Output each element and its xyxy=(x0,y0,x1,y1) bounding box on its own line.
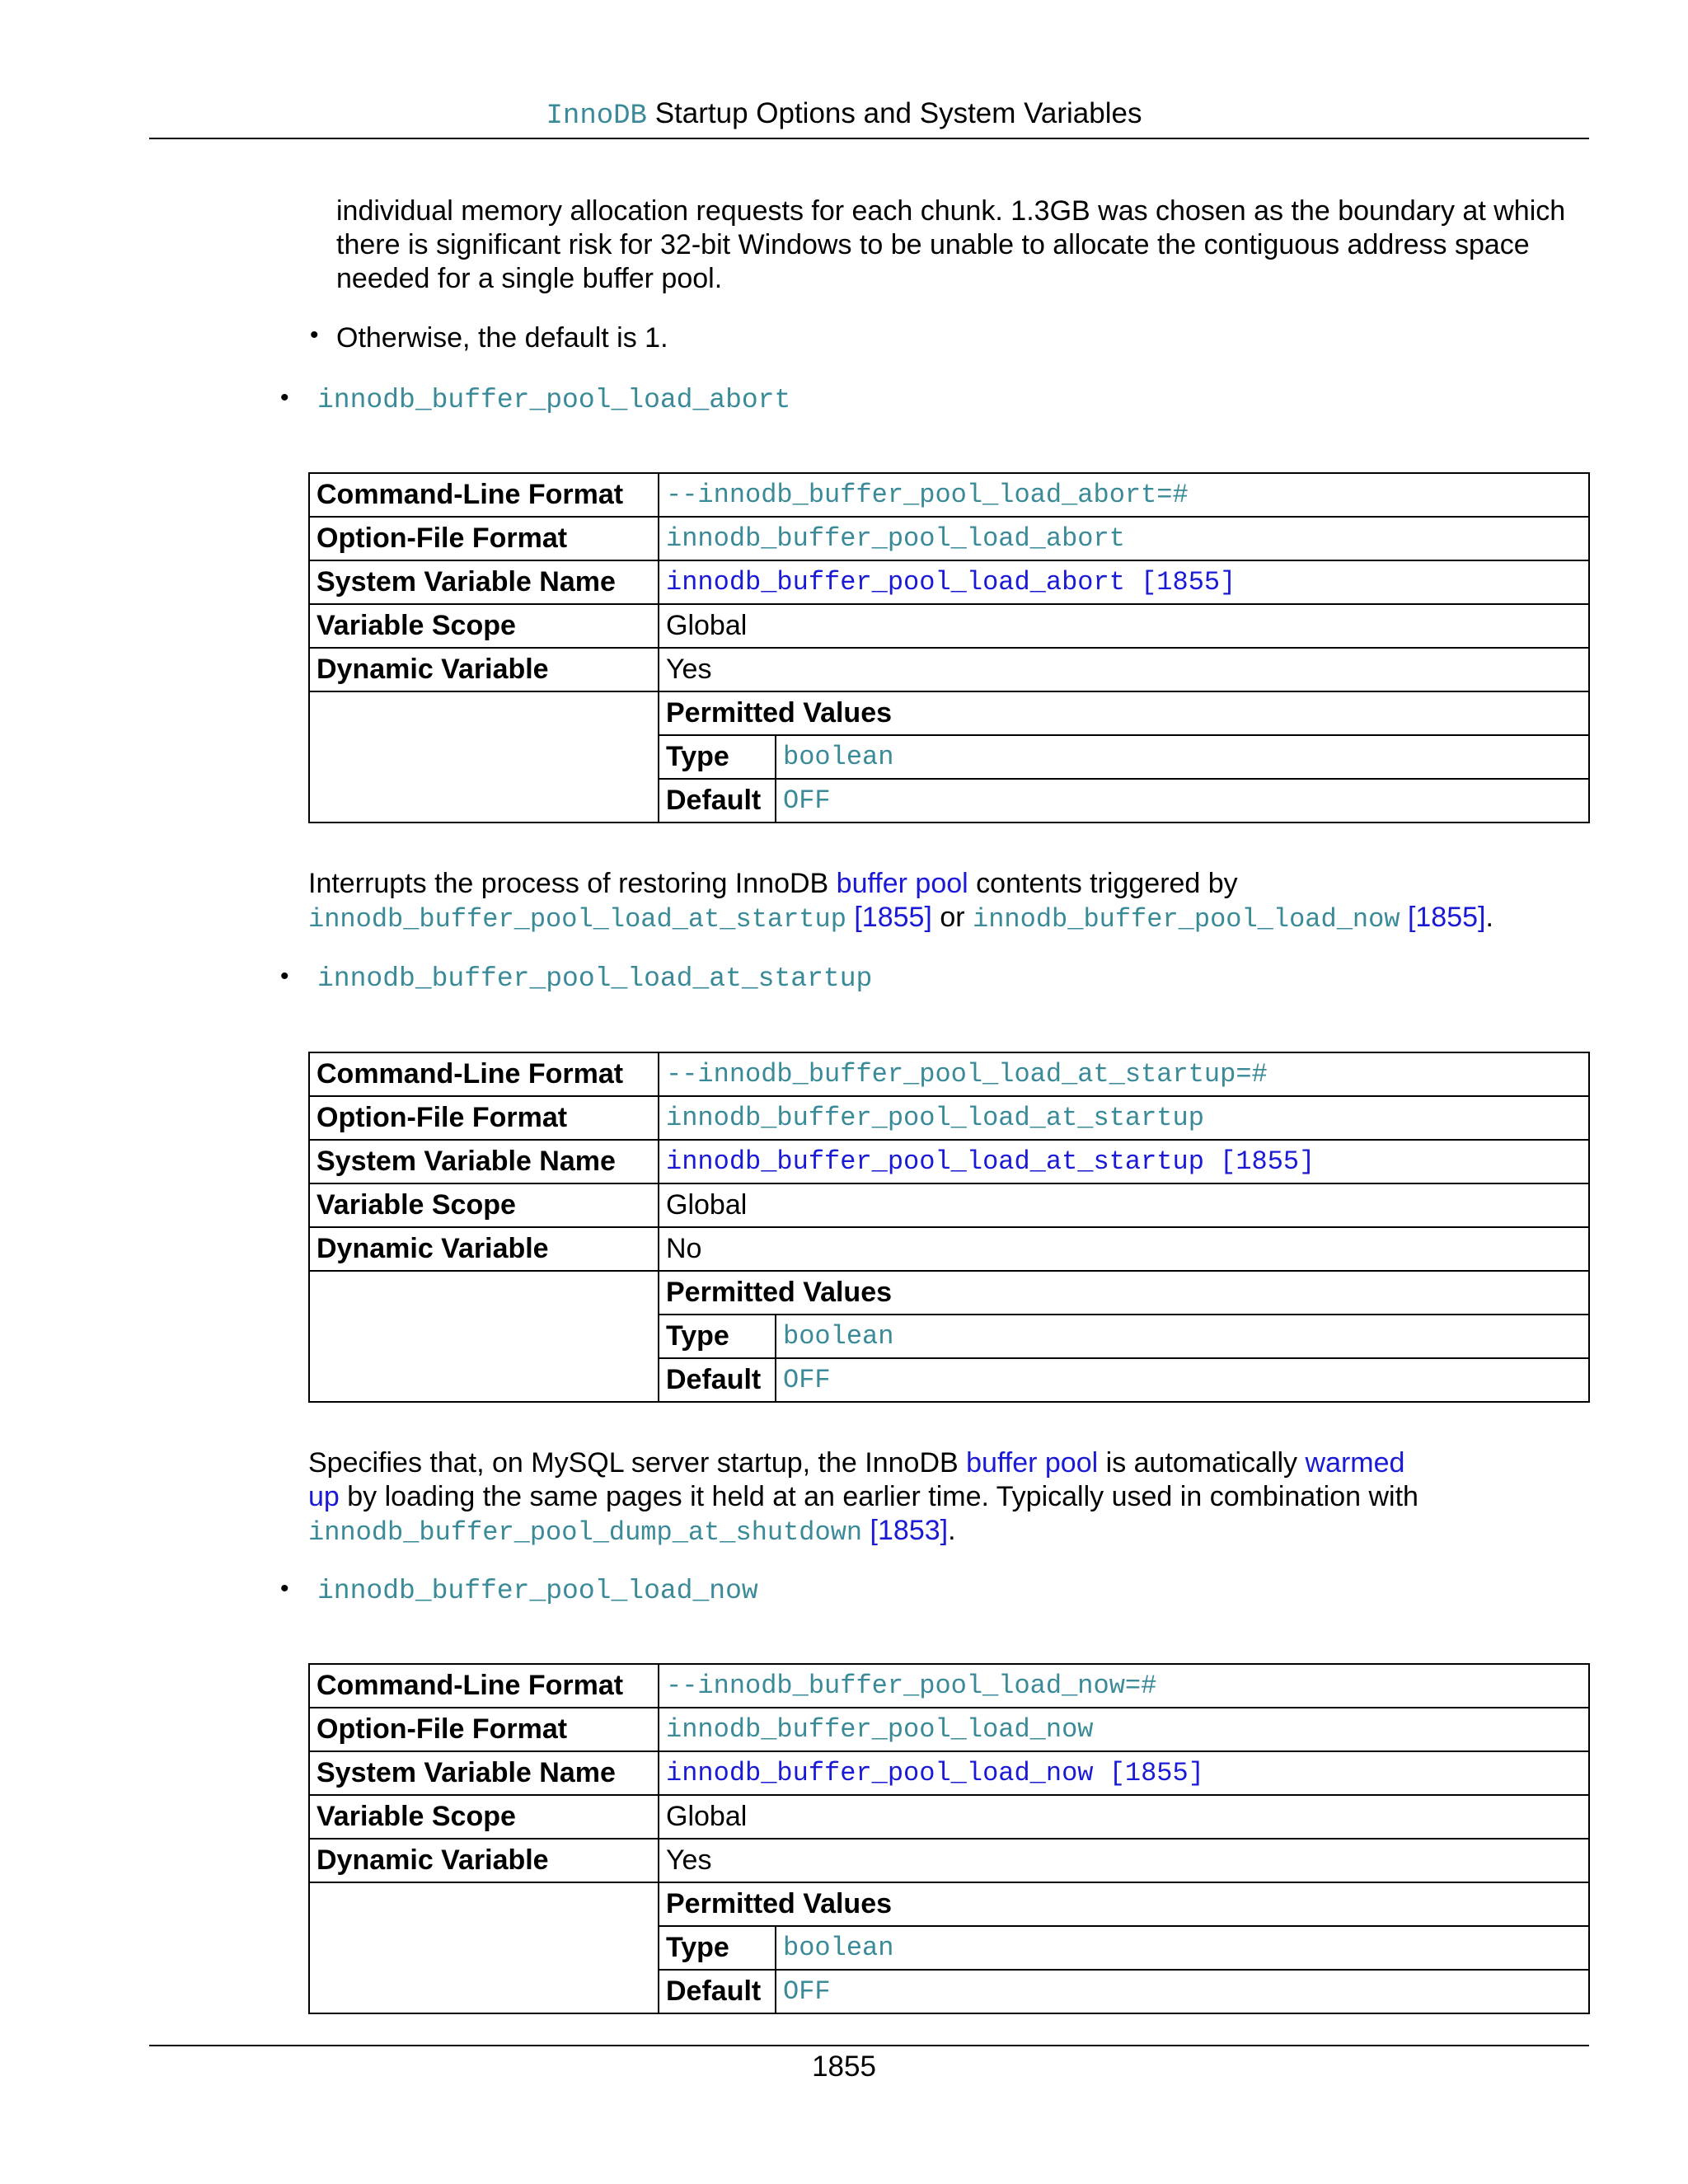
default-value: OFF xyxy=(776,1358,1589,1402)
type-label: Type xyxy=(659,1926,776,1970)
type-label: Type xyxy=(659,735,776,779)
cmd-value: --innodb_buffer_pool_load_now=# xyxy=(659,1664,1589,1708)
glossary-link[interactable]: up xyxy=(308,1481,340,1512)
default-value: OFF xyxy=(776,1970,1589,2013)
xref-code[interactable]: innodb_buffer_pool_load_now xyxy=(973,904,1400,935)
permitted-values-header: Permitted Values xyxy=(659,1882,1589,1926)
variable-heading[interactable]: innodb_buffer_pool_load_now xyxy=(317,1576,758,1606)
cmd-value: --innodb_buffer_pool_load_abort=# xyxy=(659,473,1589,517)
type-value: boolean xyxy=(776,1926,1589,1970)
variable-table xyxy=(308,1052,1590,1403)
empty-cell xyxy=(309,1882,659,2013)
empty-cell xyxy=(309,691,659,823)
variable-heading[interactable]: innodb_buffer_pool_load_abort xyxy=(317,385,791,415)
xref-code[interactable]: innodb_buffer_pool_load_at_startup xyxy=(308,904,846,935)
label-cell: Command-Line Format xyxy=(309,1664,659,1708)
sysvar-link[interactable]: innodb_buffer_pool_load_now [1855] xyxy=(659,1751,1589,1795)
bullet-marker: • xyxy=(310,321,319,349)
label-cell: Option-File Format xyxy=(309,517,659,560)
description-paragraph: Specifies that, on MySQL server startup, the InnoDB buffer pool is automatically warmed up by loading the same pages it held at an earlier time. Typically used in combination with innodb_buffer_pool_dump_at_shutdown [1853]. xyxy=(308,1447,1418,1548)
default-label: Default xyxy=(659,779,776,823)
bullet-marker: • xyxy=(280,1575,289,1602)
glossary-link[interactable]: warmed xyxy=(1305,1447,1405,1479)
xref-link[interactable]: [1853] xyxy=(862,1515,949,1546)
type-value: boolean xyxy=(776,735,1589,779)
glossary-link[interactable]: buffer pool xyxy=(966,1447,1099,1479)
xref-link[interactable]: [1855] xyxy=(846,902,932,933)
scope-value: Global xyxy=(659,1183,1589,1227)
label-cell: System Variable Name xyxy=(309,1751,659,1795)
header-divider xyxy=(149,138,1589,139)
permitted-values-header: Permitted Values xyxy=(659,691,1589,735)
opt-value: innodb_buffer_pool_load_abort xyxy=(659,517,1589,560)
permitted-values-header: Permitted Values xyxy=(659,1271,1589,1315)
sysvar-link[interactable]: innodb_buffer_pool_load_abort [1855] xyxy=(659,560,1589,604)
label-cell: System Variable Name xyxy=(309,1140,659,1183)
opt-value: innodb_buffer_pool_load_at_startup xyxy=(659,1096,1589,1140)
dynamic-value: Yes xyxy=(659,648,1589,691)
label-cell: Variable Scope xyxy=(309,1795,659,1839)
footer-divider xyxy=(149,2045,1589,2046)
type-label: Type xyxy=(659,1315,776,1358)
header-title: Startup Options and System Variables xyxy=(654,97,1142,129)
label-cell: Dynamic Variable xyxy=(309,1839,659,1882)
variable-table xyxy=(308,1663,1590,2014)
label-cell: Option-File Format xyxy=(309,1708,659,1751)
page-header xyxy=(0,97,1688,133)
xref-code[interactable]: innodb_buffer_pool_dump_at_shutdown xyxy=(308,1517,863,1548)
sysvar-link[interactable]: innodb_buffer_pool_load_at_startup [1855] xyxy=(659,1140,1589,1183)
scope-value: Global xyxy=(659,604,1589,648)
description-paragraph: Interrupts the process of restoring InnoDB buffer pool contents triggered by innodb_buffer_pool_load_at_startup [1855] or innodb_buffer_pool_load_now [1855]. xyxy=(308,868,1493,935)
dynamic-value: No xyxy=(659,1227,1589,1271)
type-value: boolean xyxy=(776,1315,1589,1358)
default-label: Default xyxy=(659,1358,776,1402)
dynamic-value: Yes xyxy=(659,1839,1589,1882)
variable-heading[interactable]: innodb_buffer_pool_load_at_startup xyxy=(317,963,873,994)
label-cell: Variable Scope xyxy=(309,604,659,648)
bullet-marker: • xyxy=(280,963,289,990)
xref-link[interactable]: [1855] xyxy=(1400,902,1486,933)
default-label: Default xyxy=(659,1970,776,2013)
intro-bullet: Otherwise, the default is 1. xyxy=(336,322,668,354)
header-code: InnoDB xyxy=(546,101,647,132)
label-cell: Command-Line Format xyxy=(309,473,659,517)
opt-value: innodb_buffer_pool_load_now xyxy=(659,1708,1589,1751)
bullet-marker: • xyxy=(280,384,289,411)
label-cell: Variable Scope xyxy=(309,1183,659,1227)
variable-table xyxy=(308,472,1590,823)
scope-value: Global xyxy=(659,1795,1589,1839)
label-cell: Option-File Format xyxy=(309,1096,659,1140)
cmd-value: --innodb_buffer_pool_load_at_startup=# xyxy=(659,1052,1589,1096)
empty-cell xyxy=(309,1271,659,1402)
label-cell: Dynamic Variable xyxy=(309,1227,659,1271)
glossary-link[interactable]: buffer pool xyxy=(836,868,968,899)
intro-paragraph: individual memory allocation requests for each chunk. 1.3GB was chosen as the boundary at which there is significant risk for 32-bit Windows to be unable to allocate the contiguous address space needed for a single buffer pool. xyxy=(336,195,1566,294)
label-cell: Command-Line Format xyxy=(309,1052,659,1096)
default-value: OFF xyxy=(776,779,1589,823)
label-cell: System Variable Name xyxy=(309,560,659,604)
page-number: 1855 xyxy=(812,2050,876,2083)
label-cell: Dynamic Variable xyxy=(309,648,659,691)
